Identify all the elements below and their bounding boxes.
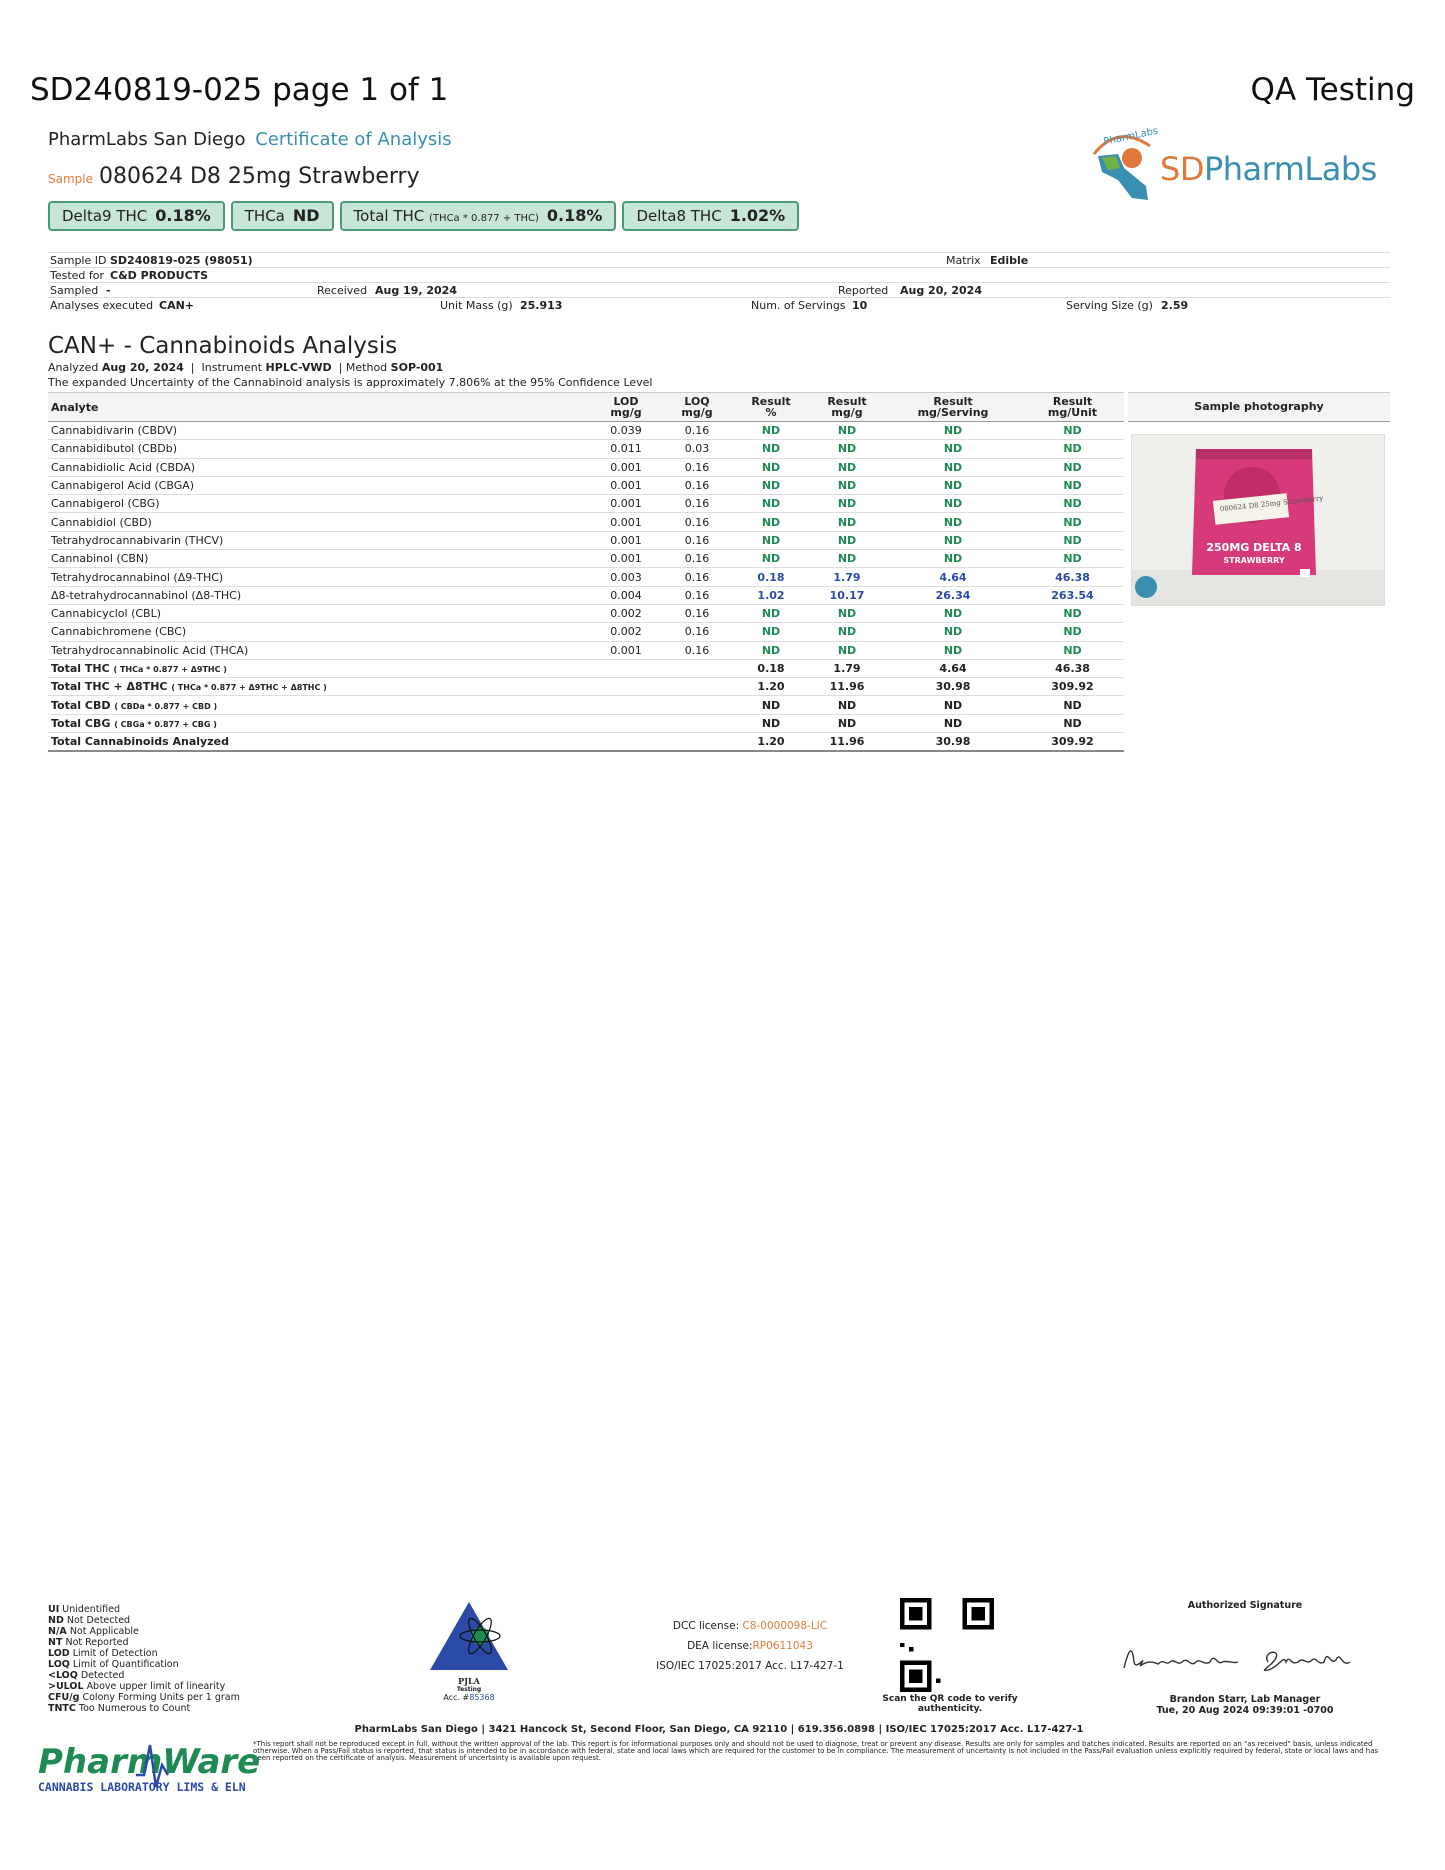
cell: ND (809, 495, 885, 513)
cell: 0.003 (591, 568, 661, 586)
cell: 309.92 (1021, 733, 1124, 752)
cell: ND (1021, 714, 1124, 732)
total-row (48, 696, 1124, 714)
handwritten-signature (1118, 1632, 1368, 1682)
pill-label: Delta9 THC (62, 207, 148, 225)
pill-value: 1.02% (729, 206, 786, 225)
pill-thca (231, 201, 334, 231)
cell: ND (809, 696, 885, 714)
cell: 0.16 (661, 604, 733, 622)
col-analyte: Analyte (48, 393, 591, 422)
cell: 0.16 (661, 458, 733, 476)
cell: 46.38 (1021, 659, 1124, 677)
cell: 0.001 (591, 495, 661, 513)
analyte-name: Cannabicyclol (CBL) (48, 604, 591, 622)
pill-total-thc (340, 201, 617, 231)
pill-delta9-thc (48, 201, 225, 231)
pharmware-logo (36, 1735, 261, 1797)
footer-disclaimer: *This report shall not be reproduced except in full, without the written approval of the lab. This report is for informational purposes only and should not be used to diagnose, treat or prevent any disease. Results are only for samples and batches indicated. Results are reported on an "as received" basis, unless indicated otherwise. When a Pass/Fail status is reported, that status is intended to be in accordance with federal, state and local laws which are required for the customer to be in compliance. The measurement of uncertainty is not included in the Pass/Fail evaluation unless explicitly required by federal, state or local laws and has been reported on the certificate of analysis. Measurement of uncertainty is available upon request. (253, 1740, 1379, 1762)
uncertainty-note: The expanded Uncertainty of the Cannabinoid analysis is approximately 7.806% at the 95% Confidence Level (48, 376, 653, 389)
cell: 0.16 (661, 586, 733, 604)
analyte-name: Cannabigerol Acid (CBGA) (48, 476, 591, 494)
cell: ND (885, 623, 1021, 641)
cell: ND (885, 513, 1021, 531)
cell: ND (1021, 550, 1124, 568)
photo-bag-text: 250MG DELTA 8 (1206, 541, 1302, 554)
analyte-name: Δ8-tetrahydrocannabinol (Δ8-THC) (48, 586, 591, 604)
cell: ND (1021, 641, 1124, 659)
cell: 263.54 (1021, 586, 1124, 604)
legend-item: NT Not Reported (48, 1637, 129, 1648)
abbreviation-legend (48, 1604, 240, 1714)
section-title: CAN+ - Cannabinoids Analysis (48, 333, 398, 359)
cell: ND (733, 458, 809, 476)
cell: ND (885, 458, 1021, 476)
cell: ND (733, 623, 809, 641)
legend-item: LOD Limit of Detection (48, 1648, 158, 1659)
table-row (48, 623, 1124, 641)
cell: 309.92 (1021, 678, 1124, 696)
cell: ND (809, 513, 885, 531)
cell: 0.002 (591, 623, 661, 641)
legend-item: LOQ Limit of Quantification (48, 1659, 179, 1670)
cell: 0.16 (661, 476, 733, 494)
lab-line (48, 129, 452, 150)
cell: ND (885, 714, 1021, 732)
cell: ND (809, 550, 885, 568)
document-id: SD240819-025 page 1 of 1 (30, 72, 449, 108)
cell: ND (885, 531, 1021, 549)
cell: ND (733, 531, 809, 549)
cell: ND (809, 623, 885, 641)
legend-item: N/A Not Applicable (48, 1626, 139, 1637)
analyte-name: Tetrahydrocannabinol (Δ9-THC) (48, 568, 591, 586)
pill-formula: (THCa * 0.877 + THC) (429, 213, 539, 224)
cell: ND (733, 696, 809, 714)
pjla-name: PJLA (458, 1676, 480, 1686)
sample-label: Sample (48, 172, 93, 186)
total-name: Total Cannabinoids Analyzed (48, 733, 591, 752)
table-row (48, 568, 1124, 586)
cell: 0.004 (591, 586, 661, 604)
sample-line (48, 164, 420, 189)
qr-caption: Scan the QR code to verify authenticity. (882, 1694, 1018, 1714)
col-result-unit: Result mg/Unit (1021, 393, 1124, 422)
pharmware-tagline: CANNABIS LABORATORY LIMS & ELN (38, 1780, 246, 1794)
col-result-serving: Result mg/Serving (885, 393, 1021, 422)
signer-info (1135, 1694, 1355, 1716)
cell: ND (809, 604, 885, 622)
meta-row-dates: Sampled - Received Aug 19, 2024 Reported Aug 20, 2024 (48, 282, 1390, 297)
analysis-info: Analyzed Aug 20, 2024 | Instrument HPLC-VWD | Method SOP-001 (48, 361, 444, 374)
sample-name: 080624 D8 25mg Strawberry (99, 164, 420, 189)
cell: ND (1021, 623, 1124, 641)
analyte-name: Cannabinol (CBN) (48, 550, 591, 568)
lab-name: PharmLabs San Diego (48, 129, 246, 150)
sample-photo (1131, 434, 1385, 606)
cell: 0.001 (591, 476, 661, 494)
cell: ND (885, 495, 1021, 513)
cell: ND (809, 714, 885, 732)
legend-item: UI Unidentified (48, 1604, 121, 1615)
cell: ND (885, 476, 1021, 494)
cell: ND (1021, 476, 1124, 494)
meta-row-analyses: Analyses executed CAN+ Unit Mass (g) 25.913 Num. of Servings 10 Serving Size (g) 2.59 (48, 297, 1390, 312)
total-name: Total CBD ( CBDa * 0.877 + CBD ) (48, 696, 591, 714)
cell: ND (1021, 513, 1124, 531)
cell: ND (733, 440, 809, 458)
cell: ND (1021, 604, 1124, 622)
license-info (620, 1616, 880, 1676)
cell: 1.20 (733, 733, 809, 752)
cell: 0.16 (661, 513, 733, 531)
cell: 0.18 (733, 568, 809, 586)
table-row (48, 604, 1124, 622)
analyte-name: Cannabidivarin (CBDV) (48, 422, 591, 440)
cell: 1.79 (809, 568, 885, 586)
cell: 0.001 (591, 513, 661, 531)
analyte-name: Tetrahydrocannabinolic Acid (THCA) (48, 641, 591, 659)
cell: 10.17 (809, 586, 885, 604)
total-row (48, 714, 1124, 732)
header-right-label: QA Testing (1250, 72, 1415, 108)
cell: 0.001 (591, 458, 661, 476)
cell: ND (809, 458, 885, 476)
iso-accreditation: ISO/IEC 17025:2017 Acc. L17-427-1 (656, 1660, 844, 1672)
cell: 0.16 (661, 623, 733, 641)
table-row (48, 422, 1124, 440)
cell: ND (809, 422, 885, 440)
analyte-name: Cannabidibutol (CBDb) (48, 440, 591, 458)
cell: ND (733, 714, 809, 732)
cannabinoid-results-table (48, 392, 1124, 752)
table-row (48, 458, 1124, 476)
authorized-signature-title: Authorized Signature (1187, 1600, 1303, 1611)
total-row (48, 659, 1124, 677)
meta-row-id: Sample ID SD240819-025 (98051) Matrix Edible (48, 252, 1390, 267)
cell: 0.001 (591, 531, 661, 549)
cell: ND (885, 422, 1021, 440)
pill-value: 0.18% (155, 206, 211, 225)
cell: 0.16 (661, 641, 733, 659)
dcc-license: DCC license: C8-0000098-LIC (672, 1620, 828, 1632)
cell: 4.64 (885, 568, 1021, 586)
cell: ND (885, 641, 1021, 659)
cell: ND (1021, 696, 1124, 714)
cell: 11.96 (809, 678, 885, 696)
total-name: Total THC + Δ8THC ( THCa * 0.877 + Δ9THC + Δ8THC ) (48, 678, 591, 696)
sdpharmlabs-logo (1088, 125, 1390, 206)
pill-label: Delta8 THC (636, 207, 722, 225)
legend-item: CFU/g Colony Forming Units per 1 gram (48, 1692, 240, 1703)
pill-label: Total THC (353, 207, 425, 225)
cell: 46.38 (1021, 568, 1124, 586)
cell: ND (733, 513, 809, 531)
meta-row-tested-for: Tested for C&D PRODUCTS (48, 267, 1390, 282)
table-row (48, 641, 1124, 659)
cell: ND (733, 476, 809, 494)
cell: 0.001 (591, 641, 661, 659)
cell: ND (885, 696, 1021, 714)
cell: ND (1021, 458, 1124, 476)
cell: ND (733, 641, 809, 659)
cell: 0.16 (661, 422, 733, 440)
cell: 30.98 (885, 678, 1021, 696)
footer-address: PharmLabs San Diego | 3421 Hancock St, Second Floor, San Diego, CA 92110 | 619.356.0898 | ISO/IEC 17025:2017 Acc. L17-427-1 (354, 1724, 1084, 1735)
cell: ND (809, 476, 885, 494)
cell: ND (733, 422, 809, 440)
cell: ND (733, 550, 809, 568)
signer-name: Brandon Starr, Lab Manager (1169, 1694, 1321, 1705)
analyte-name: Cannabigerol (CBG) (48, 495, 591, 513)
analyte-name: Cannabidiol (CBD) (48, 513, 591, 531)
cell: 30.98 (885, 733, 1021, 752)
pill-value: ND (292, 206, 320, 225)
doc-type: Certificate of Analysis (255, 129, 452, 150)
cell: 0.16 (661, 550, 733, 568)
pjla-sub: Testing (456, 1686, 482, 1693)
signature-date: Tue, 20 Aug 2024 09:39:01 -0700 (1156, 1705, 1334, 1716)
cell: ND (809, 641, 885, 659)
cell: 0.16 (661, 568, 733, 586)
photo-bag-text2: STRAWBERRY (1223, 556, 1285, 565)
cell: ND (733, 495, 809, 513)
cell: 26.34 (885, 586, 1021, 604)
logo-arc-text: PharmLabs (1102, 125, 1160, 148)
cell: 1.20 (733, 678, 809, 696)
total-name: Total CBG ( CBGa * 0.877 + CBG ) (48, 714, 591, 732)
cell: 0.011 (591, 440, 661, 458)
total-row (48, 678, 1124, 696)
table-row (48, 550, 1124, 568)
analyte-name: Cannabidiolic Acid (CBDA) (48, 458, 591, 476)
cell: 0.039 (591, 422, 661, 440)
analyte-name: Tetrahydrocannabivarin (THCV) (48, 531, 591, 549)
col-result-pct: Result % (733, 393, 809, 422)
cell: ND (885, 550, 1021, 568)
legend-item: >ULOL Above upper limit of linearity (48, 1681, 226, 1692)
cell: 1.79 (809, 659, 885, 677)
table-row (48, 531, 1124, 549)
total-name: Total THC ( THCa * 0.877 + Δ9THC ) (48, 659, 591, 677)
cell: ND (885, 440, 1021, 458)
summary-pills (48, 201, 799, 231)
cell: 0.001 (591, 550, 661, 568)
cell: ND (1021, 440, 1124, 458)
cell: ND (1021, 495, 1124, 513)
pjla-acc: Acc. #85368 (443, 1693, 495, 1702)
table-row (48, 440, 1124, 458)
cell: 1.02 (733, 586, 809, 604)
total-row (48, 733, 1124, 752)
table-row (48, 586, 1124, 604)
pjla-accreditation (428, 1600, 510, 1700)
cell: ND (809, 440, 885, 458)
cell: ND (1021, 422, 1124, 440)
legend-item: <LOQ Detected (48, 1670, 125, 1681)
cell: ND (733, 604, 809, 622)
pjla-logo-icon (428, 1600, 510, 1672)
california-map-icon (1088, 125, 1168, 206)
analyte-name: Cannabichromene (CBC) (48, 623, 591, 641)
photo-note-text: 080624 D8 25mg Strawberry (1219, 494, 1324, 514)
cell: ND (1021, 531, 1124, 549)
cell: 4.64 (885, 659, 1021, 677)
legend-item: TNTC Too Numerous to Count (48, 1703, 191, 1714)
col-loq: LOQ mg/g (661, 393, 733, 422)
table-header-row (48, 393, 1124, 422)
pill-value: 0.18% (546, 206, 603, 225)
pharmware-wordmark: PharmWare (38, 1742, 261, 1782)
cell: 11.96 (809, 733, 885, 752)
photo-header: Sample photography (1128, 392, 1390, 422)
cell: 0.16 (661, 495, 733, 513)
pill-delta8-thc (622, 201, 799, 231)
col-result-mgg: Result mg/g (809, 393, 885, 422)
qr-code-icon[interactable] (900, 1598, 994, 1692)
cell: 0.16 (661, 531, 733, 549)
col-lod: LOD mg/g (591, 393, 661, 422)
legend-item: ND Not Detected (48, 1615, 131, 1626)
pill-label: THCa (244, 207, 285, 225)
table-row (48, 495, 1124, 513)
cell: 0.002 (591, 604, 661, 622)
logo-wordmark: SDPharmLabs (1160, 150, 1377, 188)
cell: ND (809, 531, 885, 549)
cell: 0.03 (661, 440, 733, 458)
cell: ND (885, 604, 1021, 622)
table-row (48, 476, 1124, 494)
table-row (48, 513, 1124, 531)
cell: 0.18 (733, 659, 809, 677)
dea-license: DEA license:RP0611043 (687, 1640, 813, 1652)
